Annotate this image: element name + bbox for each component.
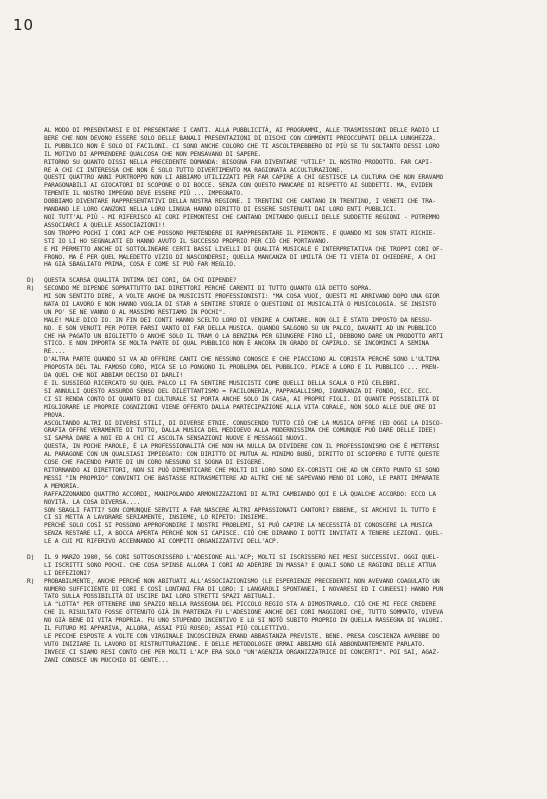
text-line	[44, 167, 534, 175]
line-text: IL FUTURO MI APPARIVA, ALLORA, ASSAI PIÙ ROSEO; ASSAI PIÙ COLLETTIVO.	[44, 625, 290, 633]
text-line	[44, 483, 534, 491]
line-text: AL MODO DI PRESENTARSI E DI PRESENTARE I CANTI. ALLA PUBBLICITÀ, AI PROGRAMMI, ALLE TRASMISSIONI DELLE RADIO LI	[44, 127, 440, 134]
text-line	[44, 293, 534, 301]
text-line	[44, 530, 534, 538]
line-text: LA "LOTTA" PER OTTENERE UNO SPAZIO NELLA RASSEGNA DEL PICCOLO REGIO STA A DIMOSTRARLO. CIÒ CHE MI FECE CREDERE	[44, 601, 436, 609]
line-text: LE A CUI MI RIFERIVO ACCENNANDO AI COMPITI ORGANIZZATIVI DELL'ACP.	[44, 538, 280, 546]
line-text: INVECE CI SIAMO RESI CONTO CHE PER MOLTI L'ACP ERA SOLO "UN'AGENZIA ORGANIZZATRICE DI CONCERTI". POI SAI, AGAZ-	[44, 648, 440, 656]
line-text: PARAGONABILI AI GIOCATORI DI SCOPONE O DI BOCCE. SENZA CON QUESTO MANCARE DI RISPETTO AI SUDDETTI. MA, EVIDEN	[44, 182, 433, 190]
line-text: PERCHÉ SOLO COSÌ SI POSSONO APPROFONDIRE I NOSTRI PROBLEMI, SI PUÒ CAPIRE LA NECESSITÀ DI CONOSCERE LA MUSICA	[44, 522, 433, 530]
text-line	[44, 641, 534, 649]
text-line	[44, 222, 534, 230]
line-text: SON TROPPO POCHI I CORI ACP CHE POSSONO PRETENDERE DI RAPPRESENTARE IL PIEMONTE. E QUANDO MI SON STATI RICHIE-	[44, 229, 436, 237]
line-text: LE PECCHE ESPOSTE A VOLTE CON VIRGINALE INCOSCIENZA ERANO ABBASTANZA PREVISTE. BENE. PRESA COSCIENZA AVREBBE DO	[44, 633, 440, 640]
text-line	[44, 491, 534, 499]
answer-marker: R)	[27, 576, 35, 585]
line-text: RITORNANDO AI DIRETTORI, NON SI PUÒ DIMENTICARE CHE MOLTI DI LORO SONO EX-CORISTI CHE AD UN CERTO PUNTO SI SONO	[44, 466, 440, 474]
text-line	[44, 356, 534, 364]
line-text: BERE CHE NON DEVONO ESSERE SOLO DELLE BANALI PRESENTAZIONI DI DISCHI CON COMMENTI PREOCCUPATI DELLA LUNGHEZZA.	[44, 134, 436, 142]
text-line	[44, 380, 534, 388]
line-text: AL PARAGONE CON UN QUALSIASI IMPIEGATO: CON DIRITTO DI MUTUA AL MINIMO BUBÙ, DIRITTO DI SCIOPERO E TUTTE QUESTE	[44, 451, 440, 459]
line-text: PROBABILMENTE, ANCHE PERCHÉ NON ABITUATI ALL'ASSOCIAZIONISMO (LE ESPERIENZE PRECEDENTI NON AVEVANO COAGULATO UN	[44, 577, 440, 585]
line-text: VUTO INIZIARE IL LAVORO DI RISTRUTTURAZIONE. E DELLE METODOLOGIE ORMAI ABBIAMO GIÀ ABBONDANTEMENTE PARLATO.	[44, 640, 426, 648]
line-text: FRONO. MA È PER QUEL MALEDETTO VIZIO DI NASCONDERSI; QUELLA MANCANZA DI UMILTÀ CHE TI VIETA DI CHIEDERE, A CHI	[44, 253, 436, 261]
text-line	[44, 151, 534, 159]
line-text: RE A CHI CI INTERESSA CHE NON È SOLO TUTTO DIVERTIMENTO MA RAGIONATA ACCULTURAZIONE.	[44, 166, 344, 174]
line-text: A MEMORIA.	[44, 482, 80, 490]
text-line	[44, 451, 534, 459]
line-text: NO GIÀ BENE DI VITA PROPRIA. FU UNO STUPENDO INCENTIVO E LO SI NOTÒ SUBITO PROPRIO IN QUELLA RASSEGNA DI VALORI.	[44, 617, 444, 625]
line-text: NOI TUTT'AL PIÙ - MI RIFERISCO AI CORI PIEMONTESI CHE CANTANO IMITANDO QUELLI DELLE SUDDETTE REGIONI - POTREMMO	[44, 213, 440, 221]
line-text: MANDANO LE LORO CANZONI NELLA LORO LINGUA HANNO DIRITTO DI ESSERE SOSTENUTI DAI LORO ENTI PUBBLICI.	[44, 206, 397, 214]
line-text: RE....	[44, 348, 66, 356]
line-text: IL MOTIVO DI APPRENDERE QUALCOSA CHE NON PENSAVANO DI SAPERE.	[44, 150, 262, 158]
line-text: QUESTI QUATTRO ANNI PURTROPPO NON LI ABBIAMO UTILIZZATI PER FAR CAPIRE A CHI GESTISCE LA CULTURA CHE NON ERAVAMO	[44, 174, 444, 182]
text-line	[44, 214, 534, 222]
line-text: UN PO' SE NE VANNO O AL MASSIMO RESTIAMO IN POCHI".	[44, 308, 226, 316]
text-line	[44, 649, 534, 657]
text-line	[44, 412, 534, 420]
text-line	[44, 309, 534, 317]
line-text: STICO. E NON IMPORTA SE MOLTA PARTE DI QUAL PUBBLICO NON È ANCORA IN GRADO DI CAPIRLO. SE INCOMINCI A SEMINA	[44, 340, 429, 348]
line-text: SI SAPRÀ DARE A NOI ED A CHI CI ASCOLTA SENSAZIONI NUOVE E MESSAGGI NUOVI.	[44, 435, 308, 443]
line-text: MALE! MALE DICO IO. IN FIN DEI CONTI HANNO SCELTO LORO DI VENIRE A CANTARE. NON GLI È STATO IMPOSTO DA NESSU-	[44, 316, 433, 324]
line-text: QUESTA, IN POCHE PAROLE, È LA PROFESSIONALITÀ CHE NON HA NULLA DA DIVIDERE CON IL PROFESSIONISMO CHE È METTERSI	[44, 443, 440, 451]
page-number: 10	[13, 16, 35, 34]
text-line	[44, 261, 534, 269]
line-text: STI IO LI HO SEGNALATI ED HANNO AVUTO IL SUCCESSO PROPRIO PER CIÒ CHE PORTAVANO.	[44, 237, 330, 245]
text-line	[27, 276, 534, 285]
line-text: TATO SULLA POSSIBILITÀ DI USCIRE DAI LORO STRETTI SPAZI ABITUALI.	[44, 593, 276, 601]
line-text: CI SI RENDA CONTO DI QUANTO DI CULTURALE SI PORTA ANCHE SOLO IN CASA, AI PROPRI FIGLI. DI QUANTE POSSIBILITÀ DI	[44, 395, 440, 403]
text-line	[44, 340, 534, 348]
line-text: CI SI METTA A LAVORARE SERIAMENTE, INSIEME, LO RIPETO: INSIEME.	[44, 514, 269, 522]
text-line	[44, 317, 534, 325]
line-text: SECONDO ME DIPENDE SOPRATTUTTO DAI DIRETTORI PERCHÉ CARENTI DI TUTTO QUANTO GIÀ DETTO SOPRA.	[44, 285, 372, 293]
line-text: MESSI "IN PROPRIO" CONVINTI CHE BASTASSE RITRASMETTERE AD ALTRI CHE NE SAPEVANO MENO DI LORO, LE PARTI IMPARATE	[44, 474, 440, 482]
text-line	[44, 404, 534, 412]
text-line	[44, 143, 534, 151]
text-line	[44, 657, 534, 665]
question-marker: D)	[27, 552, 35, 561]
paragraph-gap	[44, 546, 534, 554]
line-text: GRAFIA OFFRE VERAMENTE DI TUTTO, DALLA MUSICA DEL MEDIOEVO ALLA MODERNISSIMA CHE COMUNQUE PUÒ DARE DELLE IDEE)	[44, 427, 436, 435]
text-line	[44, 507, 534, 515]
text-line	[44, 190, 534, 198]
text-line	[44, 475, 534, 483]
line-text: NO. E SON VENUTI PER POTER FARSI VANTO DI FAR DELLA MUSICA. QUANDO SALGONO SU UN PALCO, DAVANTI AD UN PUBBLICO	[44, 324, 436, 332]
line-text: TEMENTE IL NOSTRO IMPEGNO DEVE ESSERE PIÙ ... IMPEGNATO.	[44, 190, 244, 198]
text-line	[44, 625, 534, 633]
text-line	[44, 230, 534, 238]
text-line	[44, 467, 534, 475]
text-line	[27, 552, 534, 562]
line-text: SENZA RESTARE LÌ, A BOCCA APERTA PERCHÉ NON SI CAPISCE. CIÒ CHE DIRANNO I DOTTI INVITATI A TENERE LEZIONI. QUEL-	[44, 530, 444, 538]
line-text: E MI PERMETTO ANCHE DI SOTTOLINEARE CERTI BASSI LIVELLI DI QUALITÀ MUSICALE E INTERPRETATIVA CHE TROPPI CORI OF-	[44, 245, 444, 253]
line-text: NOVITÀ. LA COSA DIVERSA....	[44, 498, 141, 506]
line-text: DOBBIAMO DIVENTARE RAPPRESENTATIVI DELLA NOSTRA REGIONE. I TRENTINI CHE CANTANO IN TRENTINO, I VENETI CHE TRA-	[44, 198, 436, 206]
text-line	[44, 633, 534, 641]
text-line	[44, 388, 534, 396]
line-text: ASSOCIARCI A QUELLE ASSOCIAZIONI!!	[44, 221, 166, 229]
text-line	[44, 174, 534, 182]
line-text: D'ALTRA PARTE QUANDO SI VA AD OFFRIRE CANTI CHE NESSUNO CONOSCE E CHE PIACCIONO AL CORISTA PERCHÉ SONO L'ULTIMA	[44, 356, 440, 364]
text-line	[44, 364, 534, 372]
line-text: CHE HA PAGATO UN BIGLIETTO O ANCHE SOLO IL TRAM O LA BENZINA PER GIUNGERE FINO LÌ, DEBBONO DARE UN PRODOTTO ARTI	[44, 332, 444, 340]
text-line	[44, 135, 534, 143]
text-line	[44, 617, 534, 625]
line-text: MI SON SENTITO DIRE, A VOLTE ANCHE DA MUSICISTI PROFESSIONISTI: "MA COSA VUOI, QUESTI MI ARRIVANO DOPO UNA GIOR	[44, 293, 440, 301]
line-text: LI ISCRITTI SONO POCHI. CHE COSA SPINSE ALLORA I CORI AD ADERIRE IN MASSA? E QUALI SONO LE RAGIONI DELLE ATTUA	[44, 561, 436, 569]
line-text: SI ANNULLI QUESTO ASSURDO SENSO DEL DILETTANTISMO = FACILONERIA, PAPPAGALLISMO, IGNORANZA DI FONDO, ECC. ECC.	[44, 387, 433, 395]
text-line	[44, 459, 534, 467]
line-text: DA QUEL CHE NOI ABBIAM DECISO DI DARLI!	[44, 372, 183, 380]
text-line	[44, 325, 534, 333]
text-line	[27, 576, 534, 586]
text-line	[44, 609, 534, 617]
line-text: E IL SUSSIEGO RICERCATO SU QUEL PALCO LI FA SENTIRE MUSICISTI COME QUELLI DELLA SCALA O PIÙ CELEBRI.	[44, 380, 401, 387]
line-text: MIGLIORARE LE PROPRIE COGNIZIONI VIENE OFFERTO DALLA PARTECIPAZIONE ALLA VITA CORALE, NON SOLO ALLE DUE ORE DI	[44, 403, 436, 411]
line-text: NUMERO SUFFICIENTE DI CORI E COSÌ LONTANI FRA DI LORO: I LANGAROLI SPONTANEI, I NOVARESI ED I CUNEESI) HANNO PUN	[44, 585, 444, 593]
text-line	[44, 570, 534, 578]
line-text: SON SBAGLI FATTI? SON COMUNQUE SERVITI A FAR NASCERE ALTRI APPASSIONATI CANTORI? EBBENE, SI ARCHIVI IL TUTTO E	[44, 506, 436, 514]
text-line	[44, 396, 534, 404]
line-text: IL PUBBLICO NON È SOLO DI FACILONI. CI SONO ANCHE COLORO CHE TI ASCOLTEREBBERO DI PIÙ SE TU SOLTANTO DESSI LORO	[44, 142, 440, 150]
text-line	[44, 246, 534, 254]
line-text: RITORNO SU QUANTO DISSI NELLA PRECEDENTE DOMANDA: BISOGNA FAR DIVENTARE "UTILE" IL NOSTRO PRODOTTO. FAR CAPI-	[44, 158, 433, 166]
line-text: COSE CHE FACENDO PARTE DI UN CORO NESSUNO SI SOGNA DI ESIGERE.	[44, 459, 265, 467]
line-text: PROVA.	[44, 411, 66, 419]
line-text: RAFFAZZONANDO QUATTRO ACCORDI, MANIPOLANDO ARMONIZZAZIONI DI ALTRI CAMBIANDO QUI E LÀ QUALCHE ACCORDO: ECCO LA	[44, 490, 436, 498]
text-line	[44, 206, 534, 214]
line-text: NATA DI LAVORO E NON HANNO VOGLIA DI STAR A SENTIRE STORIE O QUESTIONI DI MUSICALITÀ O MUSICOLOGIA. SE INSISTO	[44, 300, 436, 308]
line-text: PROPOSTA DEL TAL FAMOSO CORO, MICA SE LO PONGONO IL PROBLEMA DEL PUBBLICO. PIACE A LORO E IL PUBBLICO ... PREN-	[44, 364, 440, 372]
text-line	[44, 372, 534, 380]
line-text: CHE IL RISULTATO FOSSE OTTENUTO GIÀ IN PARTENZA FU L'ADESIONE ANCHE DEI CORI MAGGIORI CHE, TUTTO SOMMATO, VIVEVA	[44, 609, 444, 617]
text-line	[44, 198, 534, 206]
text-line	[44, 301, 534, 309]
line-text: IL 9 MARZO 1980, 56 CORI SOTTOSCRISSERO L'ADESIONE ALL'ACP; MOLTI SI ISCRISSERO NEI MESI SUCCESSIVI. OGGI QUEL-	[44, 553, 440, 561]
text-line	[44, 499, 534, 507]
question-marker: D)	[27, 276, 35, 285]
line-text: LI DEFEZIONI?	[44, 569, 91, 577]
text-line	[44, 562, 534, 570]
text-line	[44, 127, 534, 135]
text-line	[44, 159, 534, 167]
line-text: HA GIÀ SBAGLIATO PRIMA, COSA E COME SI PUÒ FAR MEGLIO.	[44, 261, 237, 269]
body-text	[27, 127, 534, 665]
text-line	[44, 443, 534, 451]
line-text: ZANI CONOSCE UN MUCCHIO DI GENTE...	[44, 656, 169, 664]
answer-marker: R)	[27, 284, 35, 293]
text-line	[44, 238, 534, 246]
line-text: ASCOLTANDO ALTRI DI DIVERSI STILI, DI DIVERSE ETNIE. CONOSCENDO TUTTO CIÒ CHE LA MUSICA OFFRE (ED OGGI LA DISCO-	[44, 419, 444, 427]
text-line	[44, 538, 534, 546]
line-text: QUESTA SCARSA QUALITÀ INTIMA DEI CORI, DA CHI DIPENDE?	[44, 277, 237, 285]
text-line	[27, 284, 534, 293]
